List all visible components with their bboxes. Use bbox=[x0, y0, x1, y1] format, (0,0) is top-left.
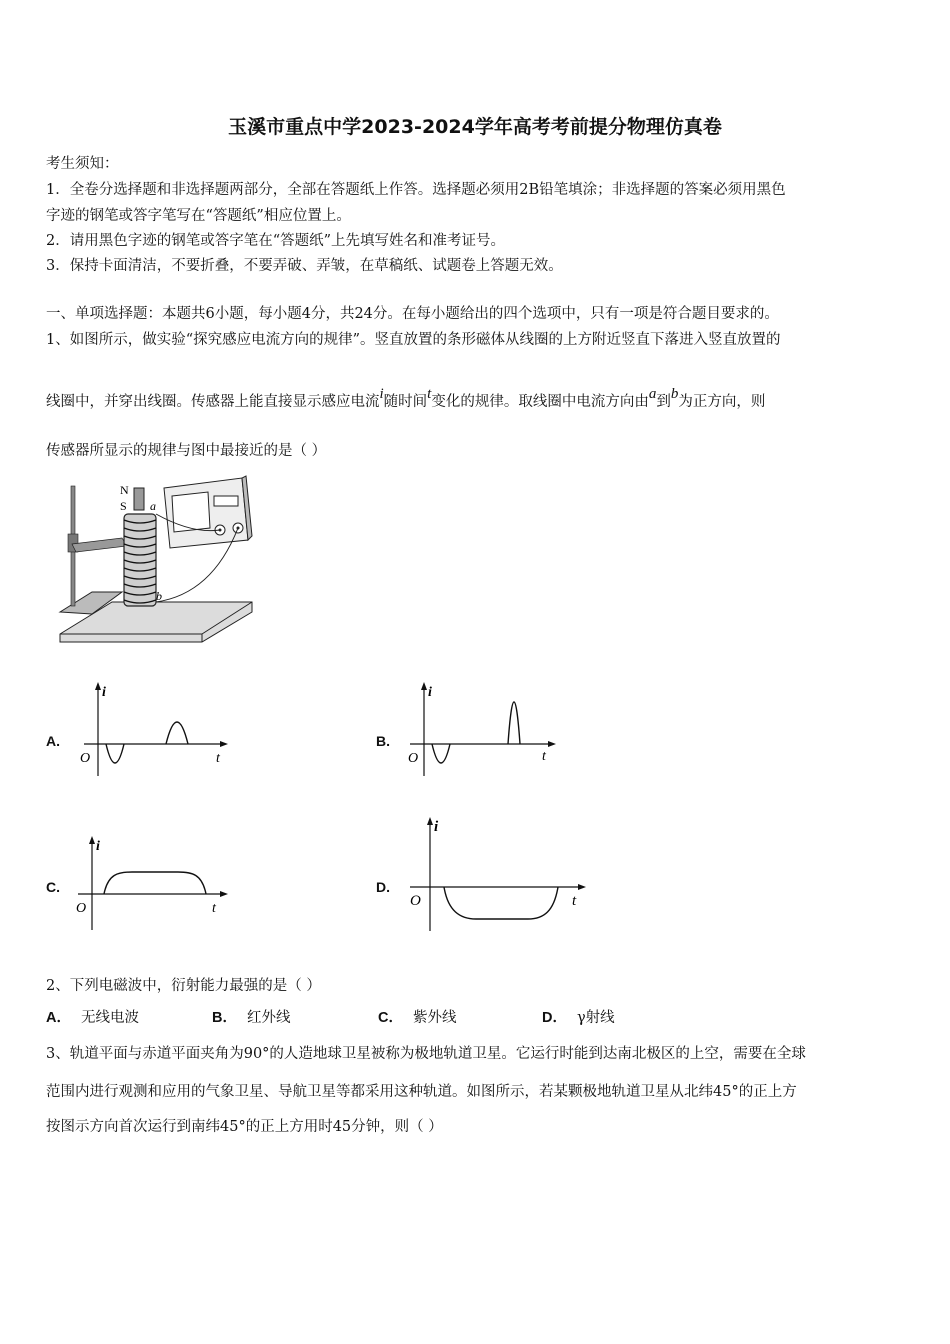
axis-t: t bbox=[542, 749, 546, 764]
option-d-label[interactable]: D. bbox=[376, 879, 390, 895]
label-n: N bbox=[120, 483, 129, 497]
notice-item-1: 1．全卷分选择题和非选择题两部分，全部在答题纸上作答。选择题必须用2B铅笔填涂；非选择题的答案必须用黑色 bbox=[46, 182, 786, 198]
choice-label: D． bbox=[542, 1010, 567, 1026]
curve-negative-hump bbox=[106, 744, 124, 763]
axis-i: i bbox=[96, 839, 100, 854]
notice-item-3: 3．保持卡面清洁，不要折叠，不要弄破、弄皱，在草稿纸、试题卷上答题无效。 bbox=[46, 258, 563, 274]
choice-text: 红外线 bbox=[246, 1010, 291, 1026]
q2-choice-b[interactable] bbox=[212, 1006, 290, 1027]
q1-line-2-a: 线圈中，并穿出线圈。传感器上能直接显示感应电流 bbox=[46, 394, 380, 410]
axis-t: t bbox=[216, 751, 220, 766]
curve-positive-hump bbox=[166, 722, 188, 744]
q3-line-3: 按图示方向首次运行到南纬45°的正上方用时45分钟，则（ ） bbox=[46, 1119, 443, 1135]
origin-o: O bbox=[408, 751, 419, 766]
choice-text: 紫外线 bbox=[412, 1010, 457, 1026]
axis-t: t bbox=[212, 901, 216, 916]
q2-choice-d[interactable] bbox=[542, 1006, 615, 1027]
var-t: t bbox=[427, 386, 432, 402]
option-b-label[interactable]: B. bbox=[376, 733, 390, 749]
curve-sharp-spike bbox=[508, 702, 520, 744]
q1-line-2 bbox=[46, 386, 766, 411]
q3-line-2: 范围内进行观测和应用的气象卫星、导航卫星等都采用这种轨道。如图所示，若某颗极地轨道卫星从北纬45°的正上方 bbox=[46, 1084, 797, 1100]
q2-choice-a[interactable] bbox=[46, 1006, 139, 1027]
section-heading: 一、单项选择题：本题共6小题，每小题4分，共24分。在每小题给出的四个选项中，只有一项是符合题目要求的。 bbox=[46, 306, 779, 322]
q1-line-2-e: 为正方向，则 bbox=[678, 394, 766, 410]
label-b: b bbox=[156, 589, 162, 603]
label-a: a bbox=[150, 499, 156, 513]
bar-magnet bbox=[134, 488, 144, 510]
experiment-figure bbox=[52, 474, 257, 650]
sensor-device bbox=[164, 476, 252, 548]
origin-o: O bbox=[410, 893, 421, 909]
q2-choice-c[interactable] bbox=[378, 1006, 456, 1027]
origin-o: O bbox=[80, 751, 91, 766]
choice-label: B． bbox=[212, 1010, 237, 1026]
axis-t: t bbox=[572, 893, 577, 909]
q3-line-1: 3、轨道平面与赤道平面夹角为90°的人造地球卫星被称为极地轨道卫星。它运行时能到达南北极区的上空，需要在全球 bbox=[46, 1046, 806, 1062]
q1-line-3: 传感器所显示的规律与图中最接近的是（ ） bbox=[46, 443, 327, 459]
choice-label: A． bbox=[46, 1010, 71, 1026]
q1-line-2-d: 到 bbox=[656, 394, 671, 410]
origin-o: O bbox=[76, 901, 87, 916]
q1-line-1: 1、如图所示，做实验“探究感应电流方向的规律”。竖直放置的条形磁体从线圈的上方附近竖直下落进入竖直放置的 bbox=[46, 332, 781, 348]
q2-stem: 2、下列电磁波中，衍射能力最强的是（ ） bbox=[46, 978, 321, 994]
label-s: S bbox=[120, 499, 127, 513]
curve-negative-plateau bbox=[444, 887, 558, 919]
choice-text: 无线电波 bbox=[80, 1010, 139, 1026]
axis-i: i bbox=[102, 685, 106, 700]
curve-positive-plateau bbox=[104, 872, 206, 894]
choice-text: γ射线 bbox=[576, 1010, 615, 1026]
option-c-graph bbox=[74, 830, 234, 935]
option-d-graph bbox=[404, 815, 594, 935]
var-i: i bbox=[379, 386, 384, 402]
notice-item-2: 2．请用黑色字迹的钢笔或答字笔在“答题纸”上先填写姓名和准考证号。 bbox=[46, 233, 506, 249]
notice-item-1-cont: 字迹的钢笔或答字笔写在“答题纸”相应位置上。 bbox=[46, 208, 351, 224]
option-c-label[interactable]: C. bbox=[46, 879, 60, 895]
option-a-label[interactable]: A. bbox=[46, 733, 60, 749]
option-b-graph bbox=[404, 680, 564, 780]
page-title: 玉溪市重点中学2023-2024学年高考考前提分物理仿真卷 bbox=[228, 116, 722, 138]
axis-i: i bbox=[428, 685, 432, 700]
axis-i: i bbox=[434, 819, 439, 835]
var-a: a bbox=[648, 386, 657, 402]
choice-label: C． bbox=[378, 1010, 403, 1026]
notice-heading: 考生须知： bbox=[46, 156, 119, 172]
q1-line-2-c: 变化的规律。取线圈中电流方向由 bbox=[431, 394, 649, 410]
curve-negative-hump bbox=[432, 744, 450, 763]
option-a-graph bbox=[74, 680, 234, 780]
q1-line-2-b: 随时间 bbox=[383, 394, 428, 410]
var-b: b bbox=[670, 386, 679, 402]
